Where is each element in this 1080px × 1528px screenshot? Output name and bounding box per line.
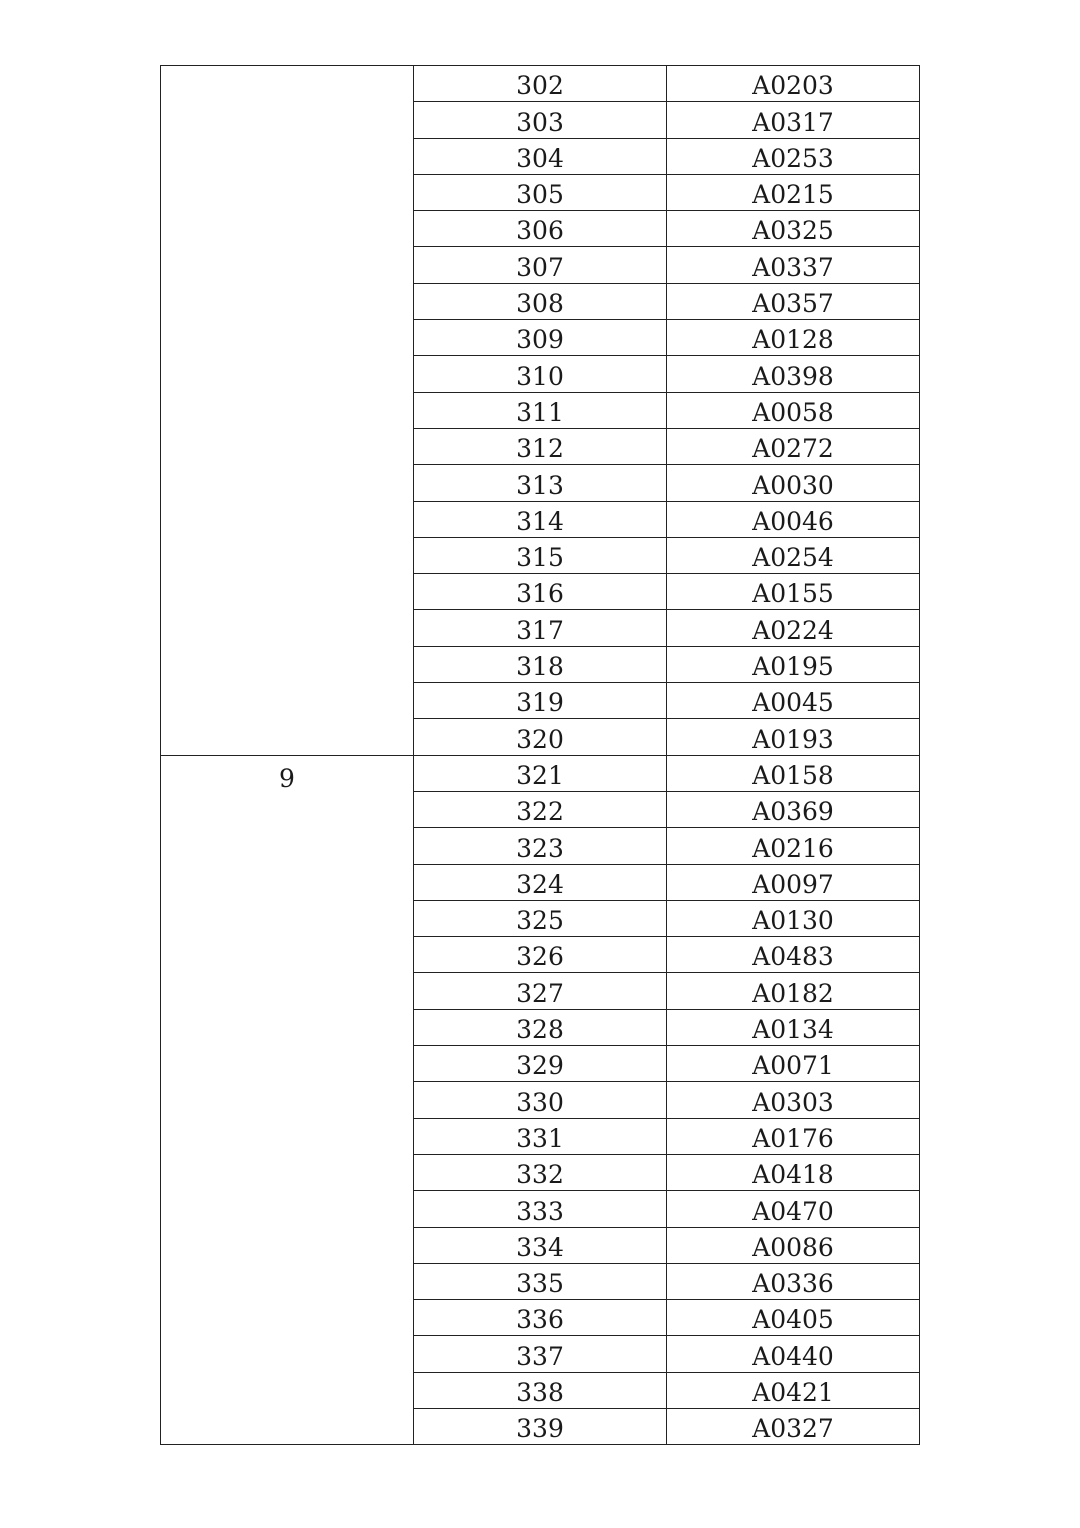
code-cell: A0327 [667, 1408, 920, 1444]
code-cell: A0483 [667, 937, 920, 973]
code-cell: A0134 [667, 1009, 920, 1045]
row-number-cell: 322 [414, 791, 667, 827]
row-number-cell: 311 [414, 392, 667, 428]
row-number-cell: 316 [414, 574, 667, 610]
row-number-cell: 337 [414, 1336, 667, 1372]
code-cell: A0130 [667, 900, 920, 936]
code-cell: A0337 [667, 247, 920, 283]
code-cell: A0398 [667, 356, 920, 392]
code-cell: A0203 [667, 66, 920, 102]
group-number-cell: 9 [161, 755, 414, 1445]
code-cell: A0158 [667, 755, 920, 791]
row-number-cell: 326 [414, 937, 667, 973]
code-cell: A0128 [667, 320, 920, 356]
code-cell: A0317 [667, 102, 920, 138]
group-number-cell [161, 66, 414, 756]
row-number-cell: 334 [414, 1227, 667, 1263]
code-cell: A0325 [667, 211, 920, 247]
row-number-cell: 305 [414, 174, 667, 210]
code-cell: A0357 [667, 283, 920, 319]
row-number-cell: 318 [414, 646, 667, 682]
row-number-cell: 309 [414, 320, 667, 356]
row-number-cell: 303 [414, 102, 667, 138]
code-cell: A0071 [667, 1046, 920, 1082]
code-cell: A0097 [667, 864, 920, 900]
code-cell: A0216 [667, 828, 920, 864]
table-row [161, 755, 920, 791]
row-number-cell: 336 [414, 1300, 667, 1336]
row-number-cell: 314 [414, 501, 667, 537]
row-number-cell: 306 [414, 211, 667, 247]
code-cell: A0253 [667, 138, 920, 174]
table-row [161, 66, 920, 102]
assignment-table [160, 65, 920, 1445]
row-number-cell: 332 [414, 1154, 667, 1190]
row-number-cell: 330 [414, 1082, 667, 1118]
code-cell: A0045 [667, 683, 920, 719]
code-cell: A0254 [667, 537, 920, 573]
code-cell: A0405 [667, 1300, 920, 1336]
code-cell: A0182 [667, 973, 920, 1009]
row-number-cell: 335 [414, 1263, 667, 1299]
table-body [161, 66, 920, 1445]
code-cell: A0470 [667, 1191, 920, 1227]
row-number-cell: 321 [414, 755, 667, 791]
row-number-cell: 324 [414, 864, 667, 900]
row-number-cell: 329 [414, 1046, 667, 1082]
code-cell: A0086 [667, 1227, 920, 1263]
code-cell: A0193 [667, 719, 920, 755]
code-cell: A0272 [667, 428, 920, 464]
row-number-cell: 331 [414, 1118, 667, 1154]
code-cell: A0046 [667, 501, 920, 537]
code-cell: A0418 [667, 1154, 920, 1190]
code-cell: A0224 [667, 610, 920, 646]
row-number-cell: 307 [414, 247, 667, 283]
code-cell: A0195 [667, 646, 920, 682]
row-number-cell: 310 [414, 356, 667, 392]
code-cell: A0215 [667, 174, 920, 210]
row-number-cell: 333 [414, 1191, 667, 1227]
row-number-cell: 325 [414, 900, 667, 936]
row-number-cell: 313 [414, 465, 667, 501]
code-cell: A0155 [667, 574, 920, 610]
row-number-cell: 312 [414, 428, 667, 464]
row-number-cell: 338 [414, 1372, 667, 1408]
row-number-cell: 320 [414, 719, 667, 755]
row-number-cell: 327 [414, 973, 667, 1009]
code-cell: A0336 [667, 1263, 920, 1299]
code-cell: A0176 [667, 1118, 920, 1154]
row-number-cell: 328 [414, 1009, 667, 1045]
code-cell: A0440 [667, 1336, 920, 1372]
code-cell: A0369 [667, 791, 920, 827]
row-number-cell: 339 [414, 1408, 667, 1444]
row-number-cell: 323 [414, 828, 667, 864]
row-number-cell: 315 [414, 537, 667, 573]
code-cell: A0058 [667, 392, 920, 428]
row-number-cell: 304 [414, 138, 667, 174]
code-cell: A0030 [667, 465, 920, 501]
code-cell: A0303 [667, 1082, 920, 1118]
row-number-cell: 302 [414, 66, 667, 102]
code-cell: A0421 [667, 1372, 920, 1408]
row-number-cell: 317 [414, 610, 667, 646]
row-number-cell: 308 [414, 283, 667, 319]
row-number-cell: 319 [414, 683, 667, 719]
